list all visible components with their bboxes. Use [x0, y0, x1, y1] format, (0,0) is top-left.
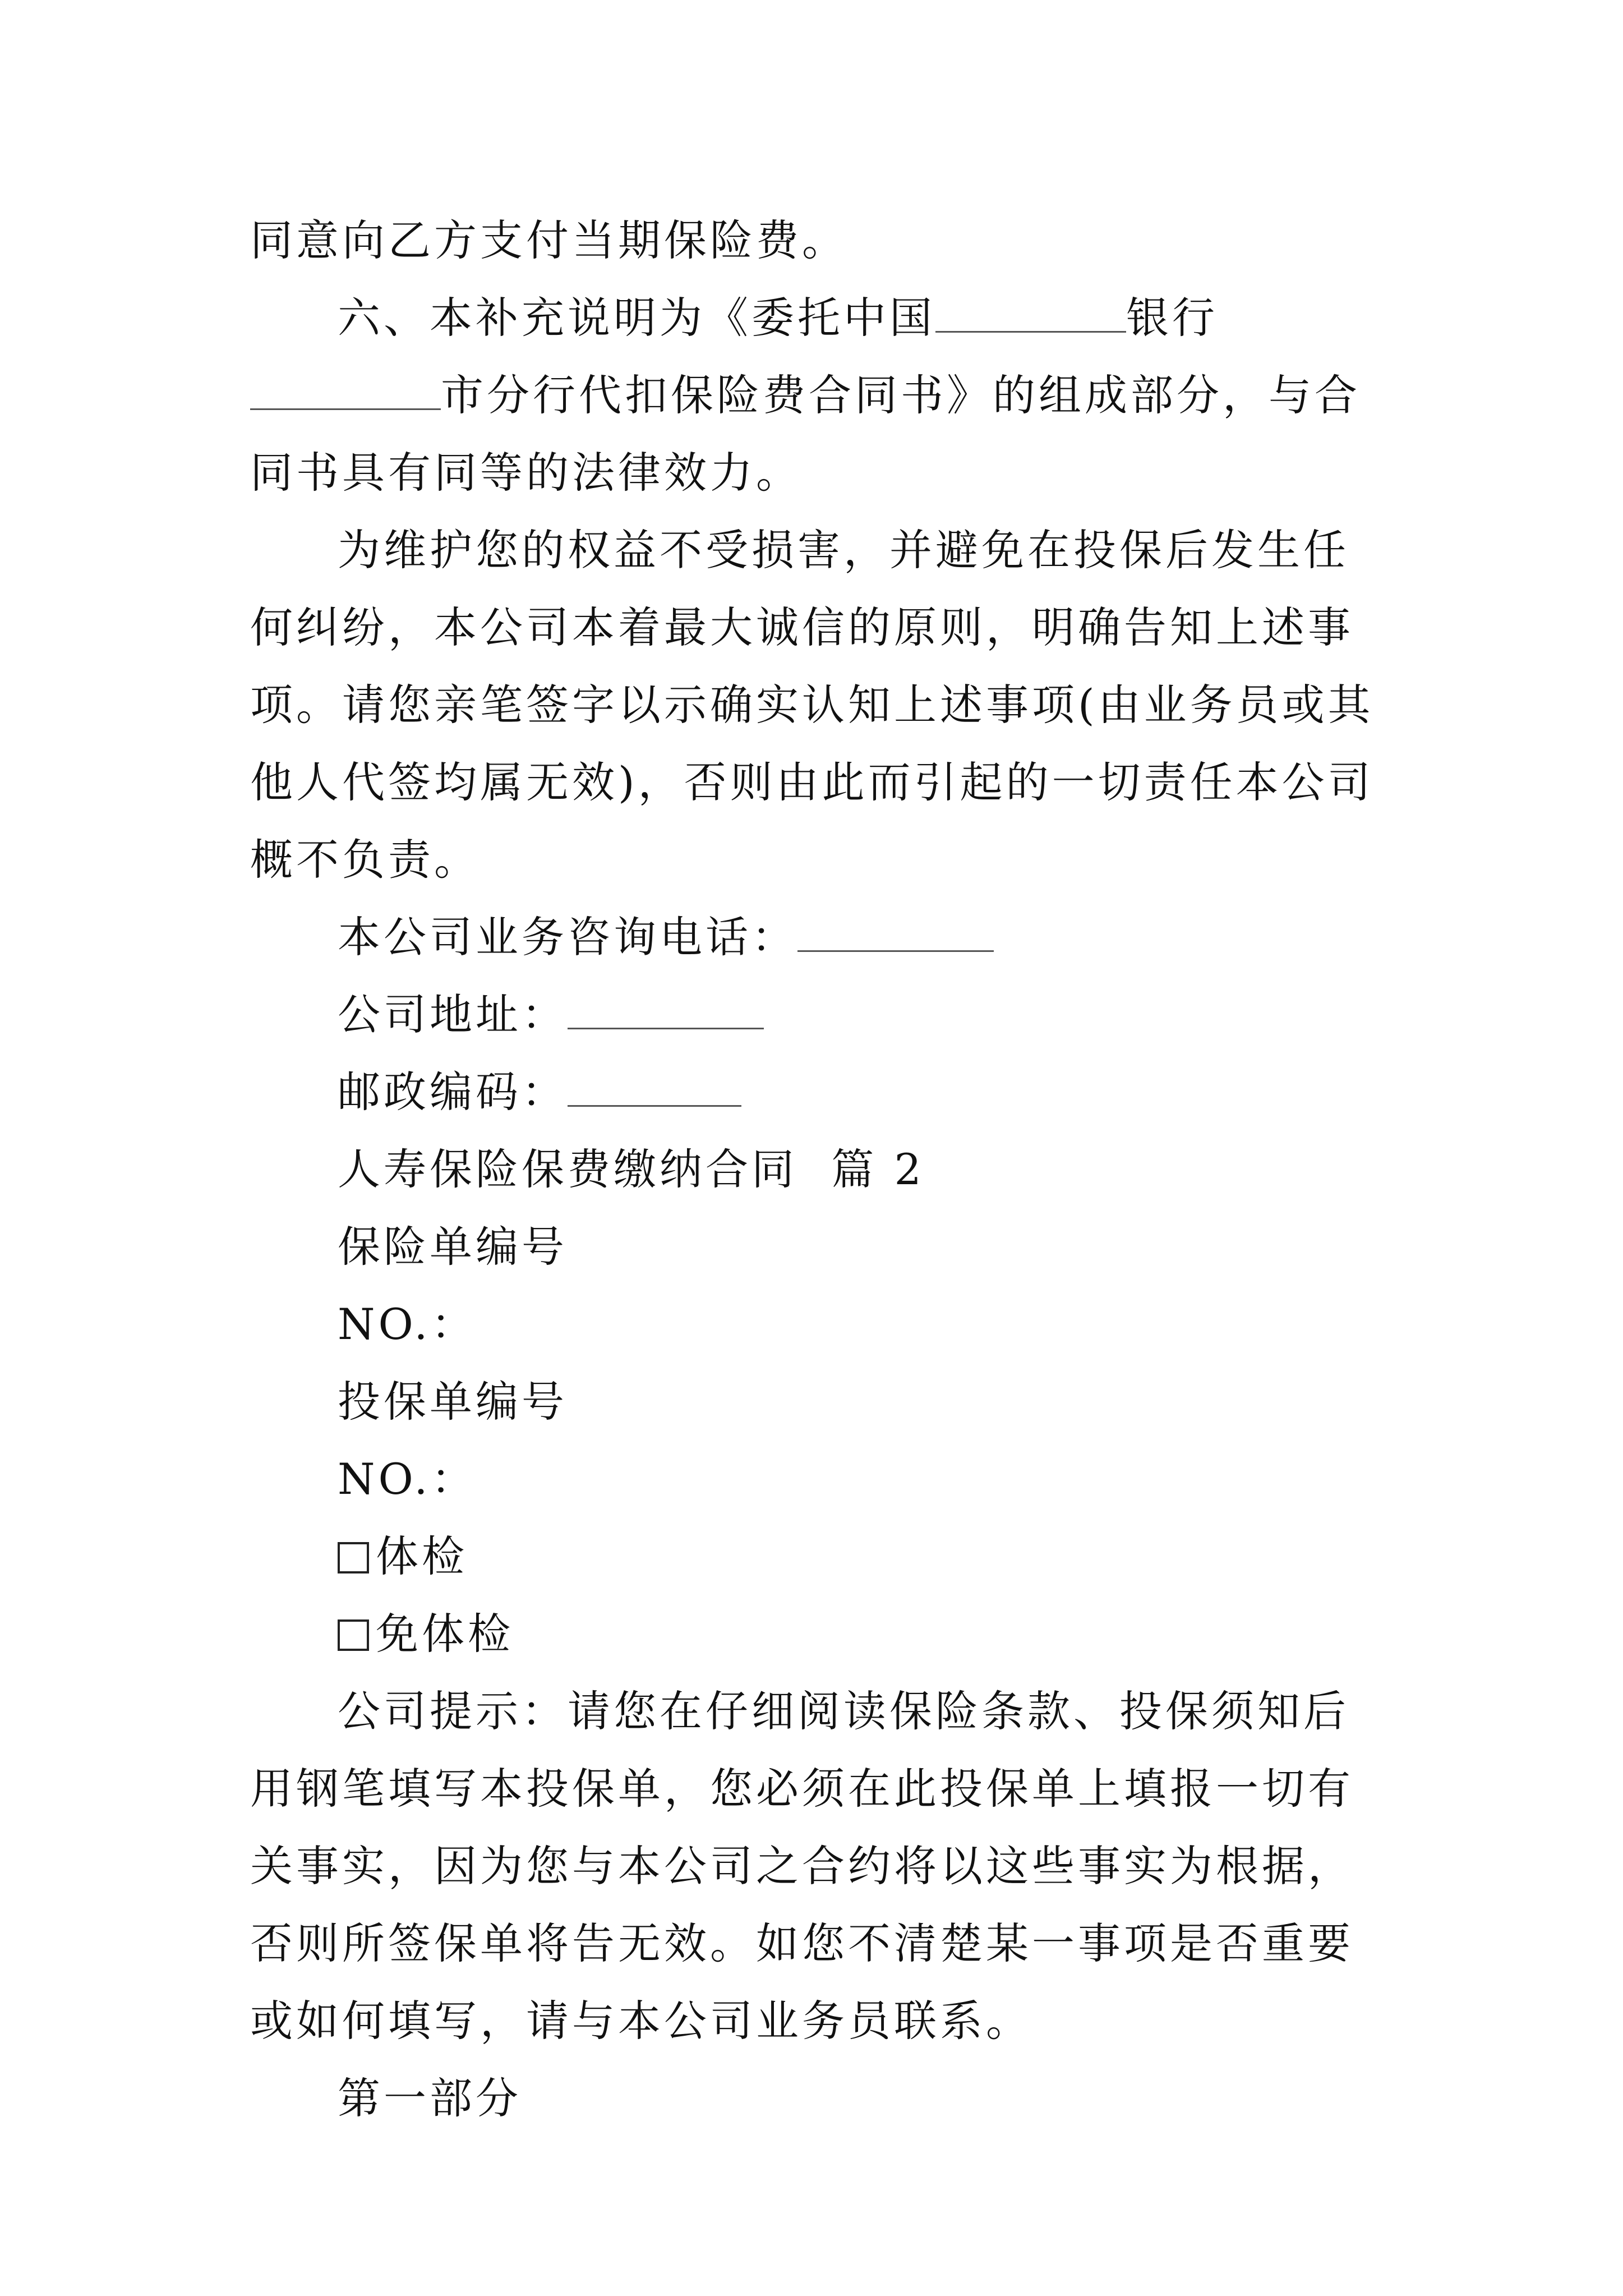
clause-text-2: 银行 — [1126, 293, 1218, 343]
checkbox-icon[interactable] — [338, 1542, 369, 1573]
application-number-label: 投保单编号 — [338, 1377, 568, 1427]
paragraph-supplement-clause — [250, 279, 1383, 512]
part-one-heading: 第一部分 — [338, 2073, 522, 2123]
paragraph-disclosure-notice: 为维护您的权益不受损害，并避免在投保后发生任何纠纷，本公司本着最大诚信的原则，明确告知上述事项。请您亲笔签字以示确实认知上述事项(由业务员或其他人代签均属无效)，否则由此而引起的一切责任本公司概不负责。 — [250, 525, 1374, 885]
checkbox-no-exam-label: 免体检 — [376, 1609, 514, 1659]
application-number-no: NO.： — [338, 1454, 477, 1504]
section-title: 人寿保险保费缴纳合同 篇 2 — [338, 1144, 925, 1194]
clause-text-1: 六、本补充说明为《委托中国 — [338, 293, 935, 343]
phone-blank — [797, 917, 994, 952]
checkbox-line-exam — [250, 1518, 1383, 1595]
clause-text-3: 市分行代扣保险费合同书》的组成部分，与合同书具有同等的法律效力。 — [250, 370, 1361, 498]
policy-number-label: 保险单编号 — [338, 1222, 568, 1272]
policy-number-no: NO.： — [338, 1299, 477, 1349]
bank-name-blank — [935, 297, 1126, 333]
postcode-label: 邮政编码： — [338, 1067, 568, 1117]
postcode-blank — [568, 1071, 741, 1107]
document-body — [250, 202, 1383, 2137]
phone-label: 本公司业务咨询电话： — [338, 912, 797, 962]
address-line — [250, 976, 1383, 1053]
checkbox-icon[interactable] — [338, 1619, 369, 1651]
address-blank — [568, 994, 764, 1029]
city-blank — [250, 375, 441, 410]
phone-line — [250, 899, 1383, 976]
paragraph-payment-consent: 同意向乙方支付当期保险费。 — [250, 215, 848, 265]
postcode-line — [250, 1053, 1383, 1131]
checkbox-exam-label: 体检 — [376, 1531, 468, 1581]
checkbox-line-no-exam — [250, 1595, 1383, 1673]
address-label: 公司地址： — [338, 990, 568, 1039]
paragraph-company-notice: 公司提示：请您在仔细阅读保险条款、投保须知后用钢笔填写本投保单，您必须在此投保单上填报一切有关事实，因为您与本公司之合约将以这些事实为根据，否则所签保单将告无效。如您不清楚某一事项是否重要或如何填写，请与本公司业务员联系。 — [250, 1686, 1354, 2046]
